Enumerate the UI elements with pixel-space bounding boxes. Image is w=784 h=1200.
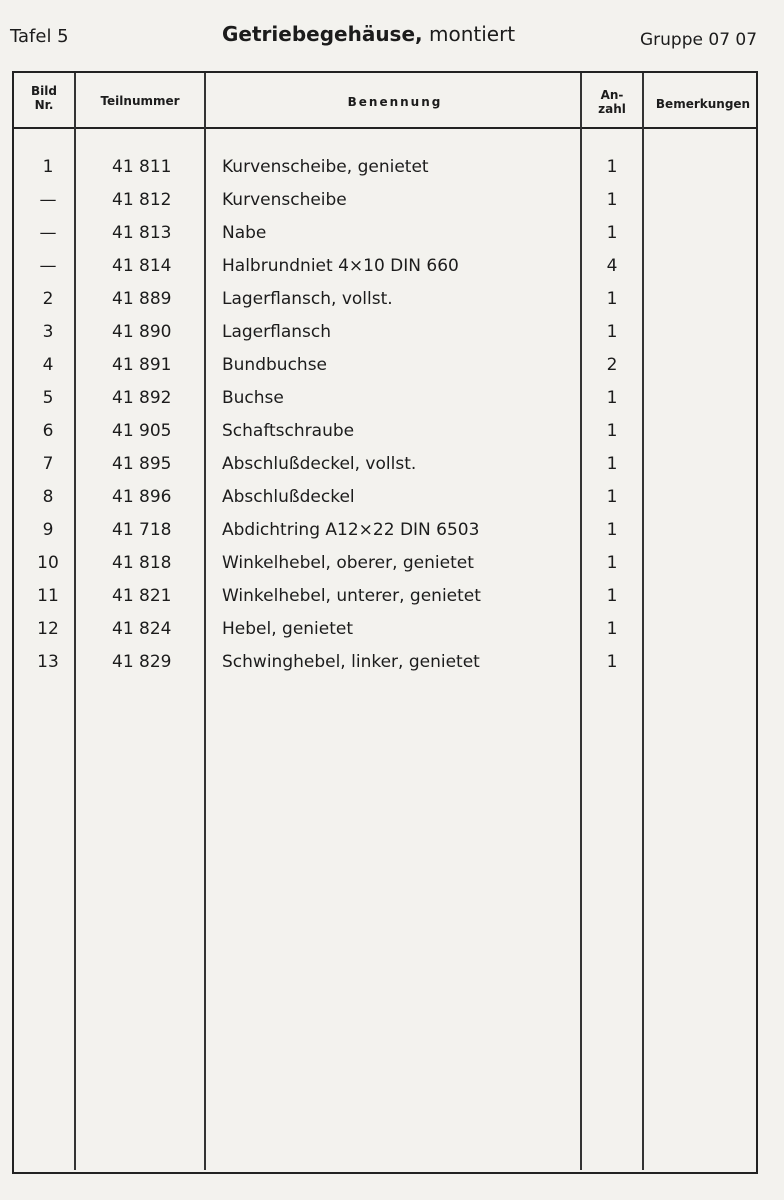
row-designation: Nabe	[222, 223, 267, 243]
row-part-number: 41 811	[112, 157, 172, 177]
column-header-bild-line2: Nr.	[34, 98, 54, 112]
row-designation: Winkelhebel, unterer, genietet	[222, 586, 481, 606]
column-header-anzahl	[584, 88, 640, 116]
row-figure-number: —	[39, 223, 57, 243]
table-row	[0, 255, 784, 288]
row-quantity: 1	[606, 619, 618, 639]
row-part-number: 41 814	[112, 256, 172, 276]
row-part-number: 41 889	[112, 289, 172, 309]
row-figure-number: 13	[37, 652, 59, 672]
row-part-number: 41 824	[112, 619, 172, 639]
row-part-number: 41 905	[112, 421, 172, 441]
row-designation: Lagerflansch	[222, 322, 332, 342]
table-row	[0, 420, 784, 453]
row-quantity: 1	[606, 553, 618, 573]
header-divider	[12, 127, 758, 129]
table-row	[0, 387, 784, 420]
column-header-bild-line1: Bild	[31, 84, 57, 98]
row-quantity: 1	[606, 520, 618, 540]
row-figure-number: 6	[42, 421, 54, 441]
row-part-number: 41 718	[112, 520, 172, 540]
row-quantity: 1	[606, 454, 618, 474]
row-quantity: 4	[606, 256, 618, 276]
row-figure-number: 2	[42, 289, 54, 309]
row-part-number: 41 895	[112, 454, 172, 474]
row-designation: Halbrundniet 4×10 DIN 660	[222, 256, 459, 276]
row-figure-number: 4	[42, 355, 54, 375]
column-header-benennung: Benennung	[347, 95, 443, 109]
row-part-number: 41 812	[112, 190, 172, 210]
row-quantity: 1	[606, 223, 618, 243]
row-quantity: 1	[606, 289, 618, 309]
row-part-number: 41 829	[112, 652, 172, 672]
row-figure-number: —	[39, 256, 57, 276]
row-quantity: 1	[606, 157, 618, 177]
row-part-number: 41 821	[112, 586, 172, 606]
row-designation: Hebel, genietet	[222, 619, 354, 639]
column-header-anzahl-line2: zahl	[598, 102, 626, 116]
row-figure-number: 3	[42, 322, 54, 342]
row-figure-number: —	[39, 190, 57, 210]
row-quantity: 1	[606, 322, 618, 342]
row-figure-number: 9	[42, 520, 54, 540]
row-designation: Bundbuchse	[222, 355, 328, 375]
table-row	[0, 189, 784, 222]
row-figure-number: 1	[42, 157, 54, 177]
row-figure-number: 10	[37, 553, 59, 573]
table-row	[0, 651, 784, 684]
column-header-teilnummer: Teilnummer	[100, 94, 180, 108]
row-quantity: 1	[606, 586, 618, 606]
row-part-number: 41 813	[112, 223, 172, 243]
row-figure-number: 12	[37, 619, 59, 639]
table-row	[0, 321, 784, 354]
plate-label: Tafel 5	[10, 26, 69, 47]
row-part-number: 41 896	[112, 487, 172, 507]
column-header-anzahl-line1: An-	[600, 88, 624, 102]
row-designation: Lagerflansch, vollst.	[222, 289, 393, 309]
page-title	[222, 22, 515, 46]
table-row	[0, 552, 784, 585]
row-designation: Schwinghebel, linker, genietet	[222, 652, 480, 672]
column-header-bild	[22, 84, 66, 112]
group-label: Gruppe 07 07	[640, 30, 758, 50]
row-quantity: 1	[606, 421, 618, 441]
table-row	[0, 222, 784, 255]
table-row	[0, 288, 784, 321]
table-row	[0, 453, 784, 486]
table-row	[0, 156, 784, 189]
row-designation: Schaftschraube	[222, 421, 355, 441]
table-row	[0, 486, 784, 519]
row-figure-number: 8	[42, 487, 54, 507]
row-quantity: 1	[606, 487, 618, 507]
page-title-main: Getriebegehäuse,	[222, 22, 423, 46]
row-designation: Abschlußdeckel	[222, 487, 355, 507]
row-designation: Buchse	[222, 388, 284, 408]
table-row	[0, 585, 784, 618]
row-designation: Kurvenscheibe, genietet	[222, 157, 429, 177]
row-figure-number: 7	[42, 454, 54, 474]
row-designation: Winkelhebel, oberer, genietet	[222, 553, 474, 573]
column-header-bemerkungen: Bemerkungen	[655, 97, 751, 111]
row-figure-number: 5	[42, 388, 54, 408]
row-part-number: 41 891	[112, 355, 172, 375]
row-designation: Abschlußdeckel, vollst.	[222, 454, 417, 474]
row-quantity: 1	[606, 388, 618, 408]
row-designation: Abdichtring A12×22 DIN 6503	[222, 520, 480, 540]
row-designation: Kurvenscheibe	[222, 190, 347, 210]
row-part-number: 41 818	[112, 553, 172, 573]
row-quantity: 1	[606, 190, 618, 210]
table-row	[0, 519, 784, 552]
row-quantity: 2	[606, 355, 618, 375]
page-title-suffix: montiert	[428, 22, 516, 46]
row-figure-number: 11	[37, 586, 59, 606]
row-part-number: 41 892	[112, 388, 172, 408]
table-row	[0, 618, 784, 651]
row-quantity: 1	[606, 652, 618, 672]
row-part-number: 41 890	[112, 322, 172, 342]
table-row	[0, 354, 784, 387]
